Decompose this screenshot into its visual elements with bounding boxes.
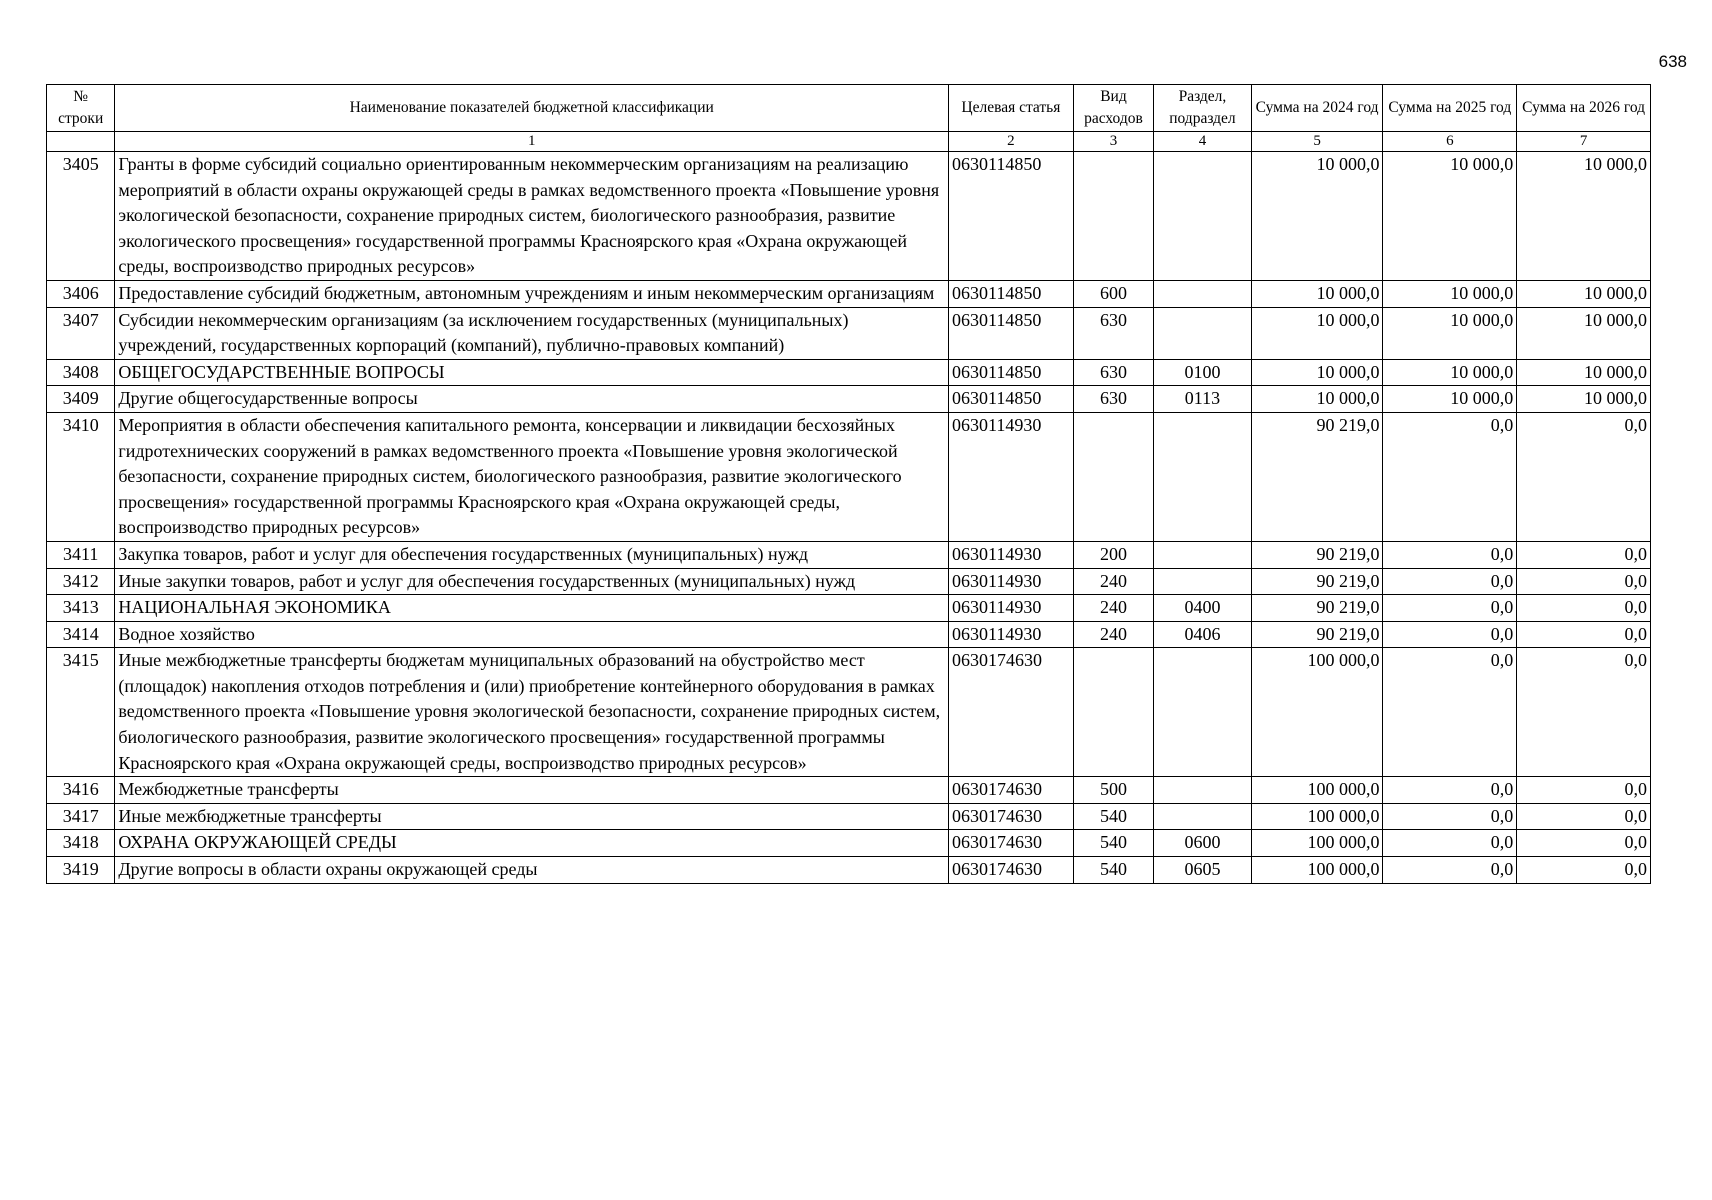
row-target-article: 0630114850 [949, 307, 1074, 359]
row-sum-2024: 10 000,0 [1251, 152, 1383, 281]
row-sum-2025: 0,0 [1383, 541, 1517, 568]
row-sum-2024: 90 219,0 [1251, 568, 1383, 595]
table-row [47, 386, 1651, 413]
row-name: Межбюджетные трансферты [115, 777, 949, 804]
row-sum-2024: 100 000,0 [1251, 857, 1383, 884]
table-row [47, 830, 1651, 857]
row-expense-kind: 240 [1073, 621, 1153, 648]
row-number: 3416 [47, 777, 115, 804]
row-sum-2026: 0,0 [1517, 777, 1651, 804]
row-name: ОБЩЕГОСУДАРСТВЕННЫЕ ВОПРОСЫ [115, 359, 949, 386]
row-sum-2024: 100 000,0 [1251, 830, 1383, 857]
row-sum-2024: 10 000,0 [1251, 359, 1383, 386]
row-expense-kind: 540 [1073, 830, 1153, 857]
row-number: 3415 [47, 648, 115, 777]
row-name: Мероприятия в области обеспечения капитального ремонта, консервации и ликвидации бесхозяйных гидротехнических сооружений в рамках ведомственного проекта «Повышение уровня экологической безопасности, сохранение природных систем, биологического разнообразия, развитие экологического просвещения» государственной программы Красноярского края «Охрана окружающей среды, воспроизводство природных ресурсов» [115, 412, 949, 541]
budget-table [46, 84, 1651, 884]
row-sum-2025: 0,0 [1383, 777, 1517, 804]
column-number: 4 [1154, 132, 1252, 152]
row-sum-2026: 0,0 [1517, 803, 1651, 830]
row-section: 0400 [1154, 595, 1252, 622]
row-sum-2025: 0,0 [1383, 830, 1517, 857]
row-section [1154, 307, 1252, 359]
row-sum-2024: 90 219,0 [1251, 412, 1383, 541]
row-name: Предоставление субсидий бюджетным, автономным учреждениям и иным некоммерческим организациям [115, 280, 949, 307]
row-name: Иные закупки товаров, работ и услуг для обеспечения государственных (муниципальных) нужд [115, 568, 949, 595]
row-section: 0100 [1154, 359, 1252, 386]
row-sum-2024: 10 000,0 [1251, 386, 1383, 413]
row-name: Иные межбюджетные трансферты бюджетам муниципальных образований на обустройство мест (площадок) накопления отходов потребления и (или) приобретение контейнерного оборудования в рамках ведомственного проекта «Повышение уровня экологической безопасности, сохранение природных систем, биологического разнообразия, развитие экологического просвещения» государственной программы Красноярского края «Охрана окружающей среды, воспроизводство природных ресурсов» [115, 648, 949, 777]
row-number: 3414 [47, 621, 115, 648]
row-section [1154, 412, 1252, 541]
row-sum-2025: 0,0 [1383, 621, 1517, 648]
table-row [47, 621, 1651, 648]
table-row [47, 777, 1651, 804]
row-sum-2025: 0,0 [1383, 568, 1517, 595]
row-sum-2026: 10 000,0 [1517, 386, 1651, 413]
row-name: Закупка товаров, работ и услуг для обеспечения государственных (муниципальных) нужд [115, 541, 949, 568]
row-section [1154, 568, 1252, 595]
row-number: 3408 [47, 359, 115, 386]
row-sum-2026: 0,0 [1517, 621, 1651, 648]
column-number: 6 [1383, 132, 1517, 152]
row-section [1154, 152, 1252, 281]
row-sum-2024: 90 219,0 [1251, 621, 1383, 648]
row-expense-kind [1073, 648, 1153, 777]
row-target-article: 0630114850 [949, 359, 1074, 386]
table-row [47, 359, 1651, 386]
row-target-article: 0630114930 [949, 412, 1074, 541]
column-number: 7 [1517, 132, 1651, 152]
column-number: 2 [949, 132, 1074, 152]
row-number: 3419 [47, 857, 115, 884]
row-number: 3417 [47, 803, 115, 830]
row-number: 3413 [47, 595, 115, 622]
table-row [47, 648, 1651, 777]
row-sum-2025: 0,0 [1383, 648, 1517, 777]
row-sum-2025: 0,0 [1383, 595, 1517, 622]
row-name: Другие общегосударственные вопросы [115, 386, 949, 413]
row-target-article: 0630174630 [949, 777, 1074, 804]
row-sum-2026: 0,0 [1517, 568, 1651, 595]
row-target-article: 0630174630 [949, 857, 1074, 884]
row-expense-kind: 500 [1073, 777, 1153, 804]
row-sum-2026: 0,0 [1517, 648, 1651, 777]
row-expense-kind: 200 [1073, 541, 1153, 568]
row-name: Водное хозяйство [115, 621, 949, 648]
row-number: 3418 [47, 830, 115, 857]
row-expense-kind [1073, 152, 1153, 281]
header-row-number: № строки [47, 85, 115, 132]
header-expense-kind: Вид расходов [1073, 85, 1153, 132]
row-section: 0605 [1154, 857, 1252, 884]
row-target-article: 0630174630 [949, 648, 1074, 777]
row-target-article: 0630114930 [949, 595, 1074, 622]
row-sum-2024: 10 000,0 [1251, 307, 1383, 359]
row-section: 0406 [1154, 621, 1252, 648]
row-sum-2026: 10 000,0 [1517, 359, 1651, 386]
row-name: НАЦИОНАЛЬНАЯ ЭКОНОМИКА [115, 595, 949, 622]
table-row [47, 595, 1651, 622]
header-section: Раздел, подраздел [1154, 85, 1252, 132]
row-sum-2025: 10 000,0 [1383, 280, 1517, 307]
row-sum-2025: 10 000,0 [1383, 359, 1517, 386]
header-sum-2026: Сумма на 2026 год [1517, 85, 1651, 132]
row-number: 3409 [47, 386, 115, 413]
row-target-article: 0630114850 [949, 280, 1074, 307]
table-row [47, 412, 1651, 541]
row-name: ОХРАНА ОКРУЖАЮЩЕЙ СРЕДЫ [115, 830, 949, 857]
row-sum-2026: 10 000,0 [1517, 280, 1651, 307]
row-sum-2026: 0,0 [1517, 595, 1651, 622]
header-sum-2024: Сумма на 2024 год [1251, 85, 1383, 132]
row-sum-2026: 10 000,0 [1517, 307, 1651, 359]
table-row [47, 541, 1651, 568]
row-sum-2026: 0,0 [1517, 830, 1651, 857]
table-row [47, 857, 1651, 884]
row-sum-2026: 10 000,0 [1517, 152, 1651, 281]
header-target-article: Целевая статья [949, 85, 1074, 132]
row-section [1154, 777, 1252, 804]
row-name: Гранты в форме субсидий социально ориентированным некоммерческим организациям на реализацию мероприятий в области охраны окружающей среды в рамках ведомственного проекта «Повышение уровня экологической безопасности, сохранение природных систем, биологического разнообразия, развитие экологического просвещения» государственной программы Красноярского края «Охрана окружающей среды, воспроизводство природных ресурсов» [115, 152, 949, 281]
row-expense-kind: 540 [1073, 803, 1153, 830]
column-number: 3 [1073, 132, 1153, 152]
row-expense-kind: 630 [1073, 307, 1153, 359]
row-target-article: 0630174630 [949, 830, 1074, 857]
row-name: Другие вопросы в области охраны окружающей среды [115, 857, 949, 884]
page-number: 638 [1658, 52, 1687, 71]
row-sum-2026: 0,0 [1517, 857, 1651, 884]
row-sum-2025: 10 000,0 [1383, 152, 1517, 281]
row-expense-kind: 630 [1073, 386, 1153, 413]
row-number: 3405 [47, 152, 115, 281]
table-row [47, 568, 1651, 595]
row-sum-2024: 100 000,0 [1251, 803, 1383, 830]
row-sum-2025: 0,0 [1383, 857, 1517, 884]
table-body [47, 152, 1651, 884]
row-sum-2024: 90 219,0 [1251, 595, 1383, 622]
row-section [1154, 803, 1252, 830]
column-number [47, 132, 115, 152]
row-target-article: 0630114930 [949, 568, 1074, 595]
row-expense-kind [1073, 412, 1153, 541]
row-sum-2025: 0,0 [1383, 412, 1517, 541]
row-target-article: 0630114930 [949, 541, 1074, 568]
header-sum-2025: Сумма на 2025 год [1383, 85, 1517, 132]
row-name: Субсидии некоммерческим организациям (за исключением государственных (муниципальных) учреждений, государственных корпораций (компаний), публично-правовых компаний) [115, 307, 949, 359]
row-sum-2024: 10 000,0 [1251, 280, 1383, 307]
header-row [47, 85, 1651, 132]
row-number: 3410 [47, 412, 115, 541]
row-expense-kind: 630 [1073, 359, 1153, 386]
row-sum-2024: 100 000,0 [1251, 777, 1383, 804]
row-number: 3412 [47, 568, 115, 595]
row-sum-2024: 90 219,0 [1251, 541, 1383, 568]
row-section [1154, 280, 1252, 307]
row-sum-2025: 0,0 [1383, 803, 1517, 830]
row-number: 3407 [47, 307, 115, 359]
row-target-article: 0630114930 [949, 621, 1074, 648]
row-section [1154, 648, 1252, 777]
column-number: 1 [115, 132, 949, 152]
header-name: Наименование показателей бюджетной классификации [115, 85, 949, 132]
column-number: 5 [1251, 132, 1383, 152]
row-number: 3406 [47, 280, 115, 307]
row-number: 3411 [47, 541, 115, 568]
table-row [47, 803, 1651, 830]
row-target-article: 0630174630 [949, 803, 1074, 830]
row-target-article: 0630114850 [949, 152, 1074, 281]
row-sum-2024: 100 000,0 [1251, 648, 1383, 777]
row-sum-2026: 0,0 [1517, 541, 1651, 568]
row-section: 0113 [1154, 386, 1252, 413]
row-expense-kind: 240 [1073, 568, 1153, 595]
column-numbers-row [47, 132, 1651, 152]
table-row [47, 307, 1651, 359]
row-name: Иные межбюджетные трансферты [115, 803, 949, 830]
table-row [47, 152, 1651, 281]
table-row [47, 280, 1651, 307]
row-expense-kind: 240 [1073, 595, 1153, 622]
row-target-article: 0630114850 [949, 386, 1074, 413]
row-expense-kind: 600 [1073, 280, 1153, 307]
row-sum-2026: 0,0 [1517, 412, 1651, 541]
row-section [1154, 541, 1252, 568]
row-sum-2025: 10 000,0 [1383, 307, 1517, 359]
row-section: 0600 [1154, 830, 1252, 857]
row-sum-2025: 10 000,0 [1383, 386, 1517, 413]
row-expense-kind: 540 [1073, 857, 1153, 884]
